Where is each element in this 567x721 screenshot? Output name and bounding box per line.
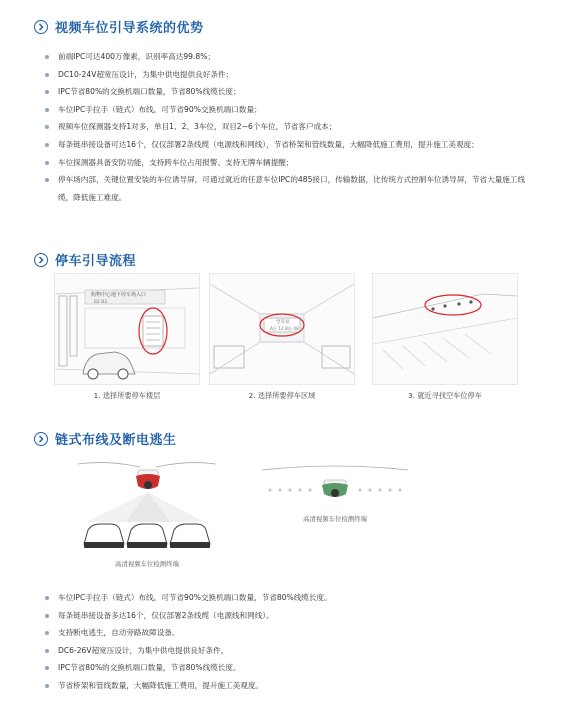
flow-sign-text: 购物中心地下停车场入口 — [91, 292, 147, 298]
list-item: DC6-26V超宽压设计，为集中供电提供良好条件。 — [44, 642, 534, 660]
section-title: 视频车位引导系统的优势 — [55, 21, 204, 36]
list-item: 每条链串接设备可达16个，仅仅部署2条线缆（电源线和网线），节省桥架和管线数量，大幅降低施工费用，提升施工美观度； — [44, 136, 534, 154]
list-item: 视频车位探测器支持1对多，单目1、2、3车位，双目2~6个车位，节省客户成本； — [44, 118, 534, 136]
flow-caption: 3. 就近寻找空车位停车 — [408, 391, 482, 400]
section-title: 链式布线及断电逃生 — [55, 433, 177, 448]
flow-sign-sub: B2 B3 — [94, 300, 108, 305]
flow-sign-text: 空车位 — [276, 320, 290, 325]
chevron-right-icon — [34, 253, 48, 267]
list-item: IPC节省80%的交换机端口数量，节省80%线缆长度； — [44, 83, 534, 101]
list-item: IPC节省80%的交换机端口数量，节省80%线缆长度。 — [44, 659, 534, 677]
flow-caption: 2. 选择所要停车区域 — [248, 391, 316, 400]
chain-list — [44, 589, 534, 695]
section-title: 停车引导流程 — [55, 254, 137, 269]
flow-image-floor — [54, 273, 200, 385]
chain-topology-diagram — [260, 462, 410, 512]
camera-multi-space-diagram — [78, 458, 218, 558]
list-item: DC10-24V超宽压设计，为集中供电提供良好条件； — [44, 66, 534, 84]
list-item: 车位IPC手拉手（链式）布线，可节省90%交换机端口数量； — [44, 101, 534, 119]
chevron-right-icon — [34, 432, 48, 446]
list-item: 支持断电逃生，自动旁路故障设备。 — [44, 624, 534, 642]
list-item: 前端IPC可达400万像素，识别率高达99.8%； — [44, 48, 534, 66]
list-item: 车位IPC手拉手（链式）布线，可节省90%交换机端口数量，节省80%线缆长度。 — [44, 589, 534, 607]
flow-image-space — [372, 273, 518, 385]
list-item: 停车场内部，关键位置安装的车位诱导屏，可通过就近的任意车位IPC的485接口，传输数据，比传统方式控制车位诱导屏，节省大量施工线缆，降低施工难度。 — [44, 171, 534, 206]
diagram-caption-right: 高清视频车位检测终端 — [303, 515, 367, 523]
list-item: 车位探测器具备安防功能，支持跨车位占用报警、支持无牌车辆提醒； — [44, 154, 534, 172]
flow-sign-sub: A区 12 B区 08 — [270, 326, 299, 331]
section-flow-header — [34, 250, 136, 269]
chevron-right-icon — [34, 20, 48, 34]
flow-caption: 1. 选择所要停车楼层 — [93, 391, 161, 400]
advantages-list — [44, 48, 534, 206]
list-item: 节省桥架和管线数量，大幅降低施工费用，提升施工美观度。 — [44, 677, 534, 695]
diagram-caption-left: 高清视频车位检测终端 — [115, 560, 179, 568]
list-item: 每条链串接设备多达16个，仅仅部署2条线缆（电源线和网线）。 — [44, 607, 534, 625]
section-advantages-header — [34, 17, 204, 36]
section-chain-header — [34, 429, 177, 448]
